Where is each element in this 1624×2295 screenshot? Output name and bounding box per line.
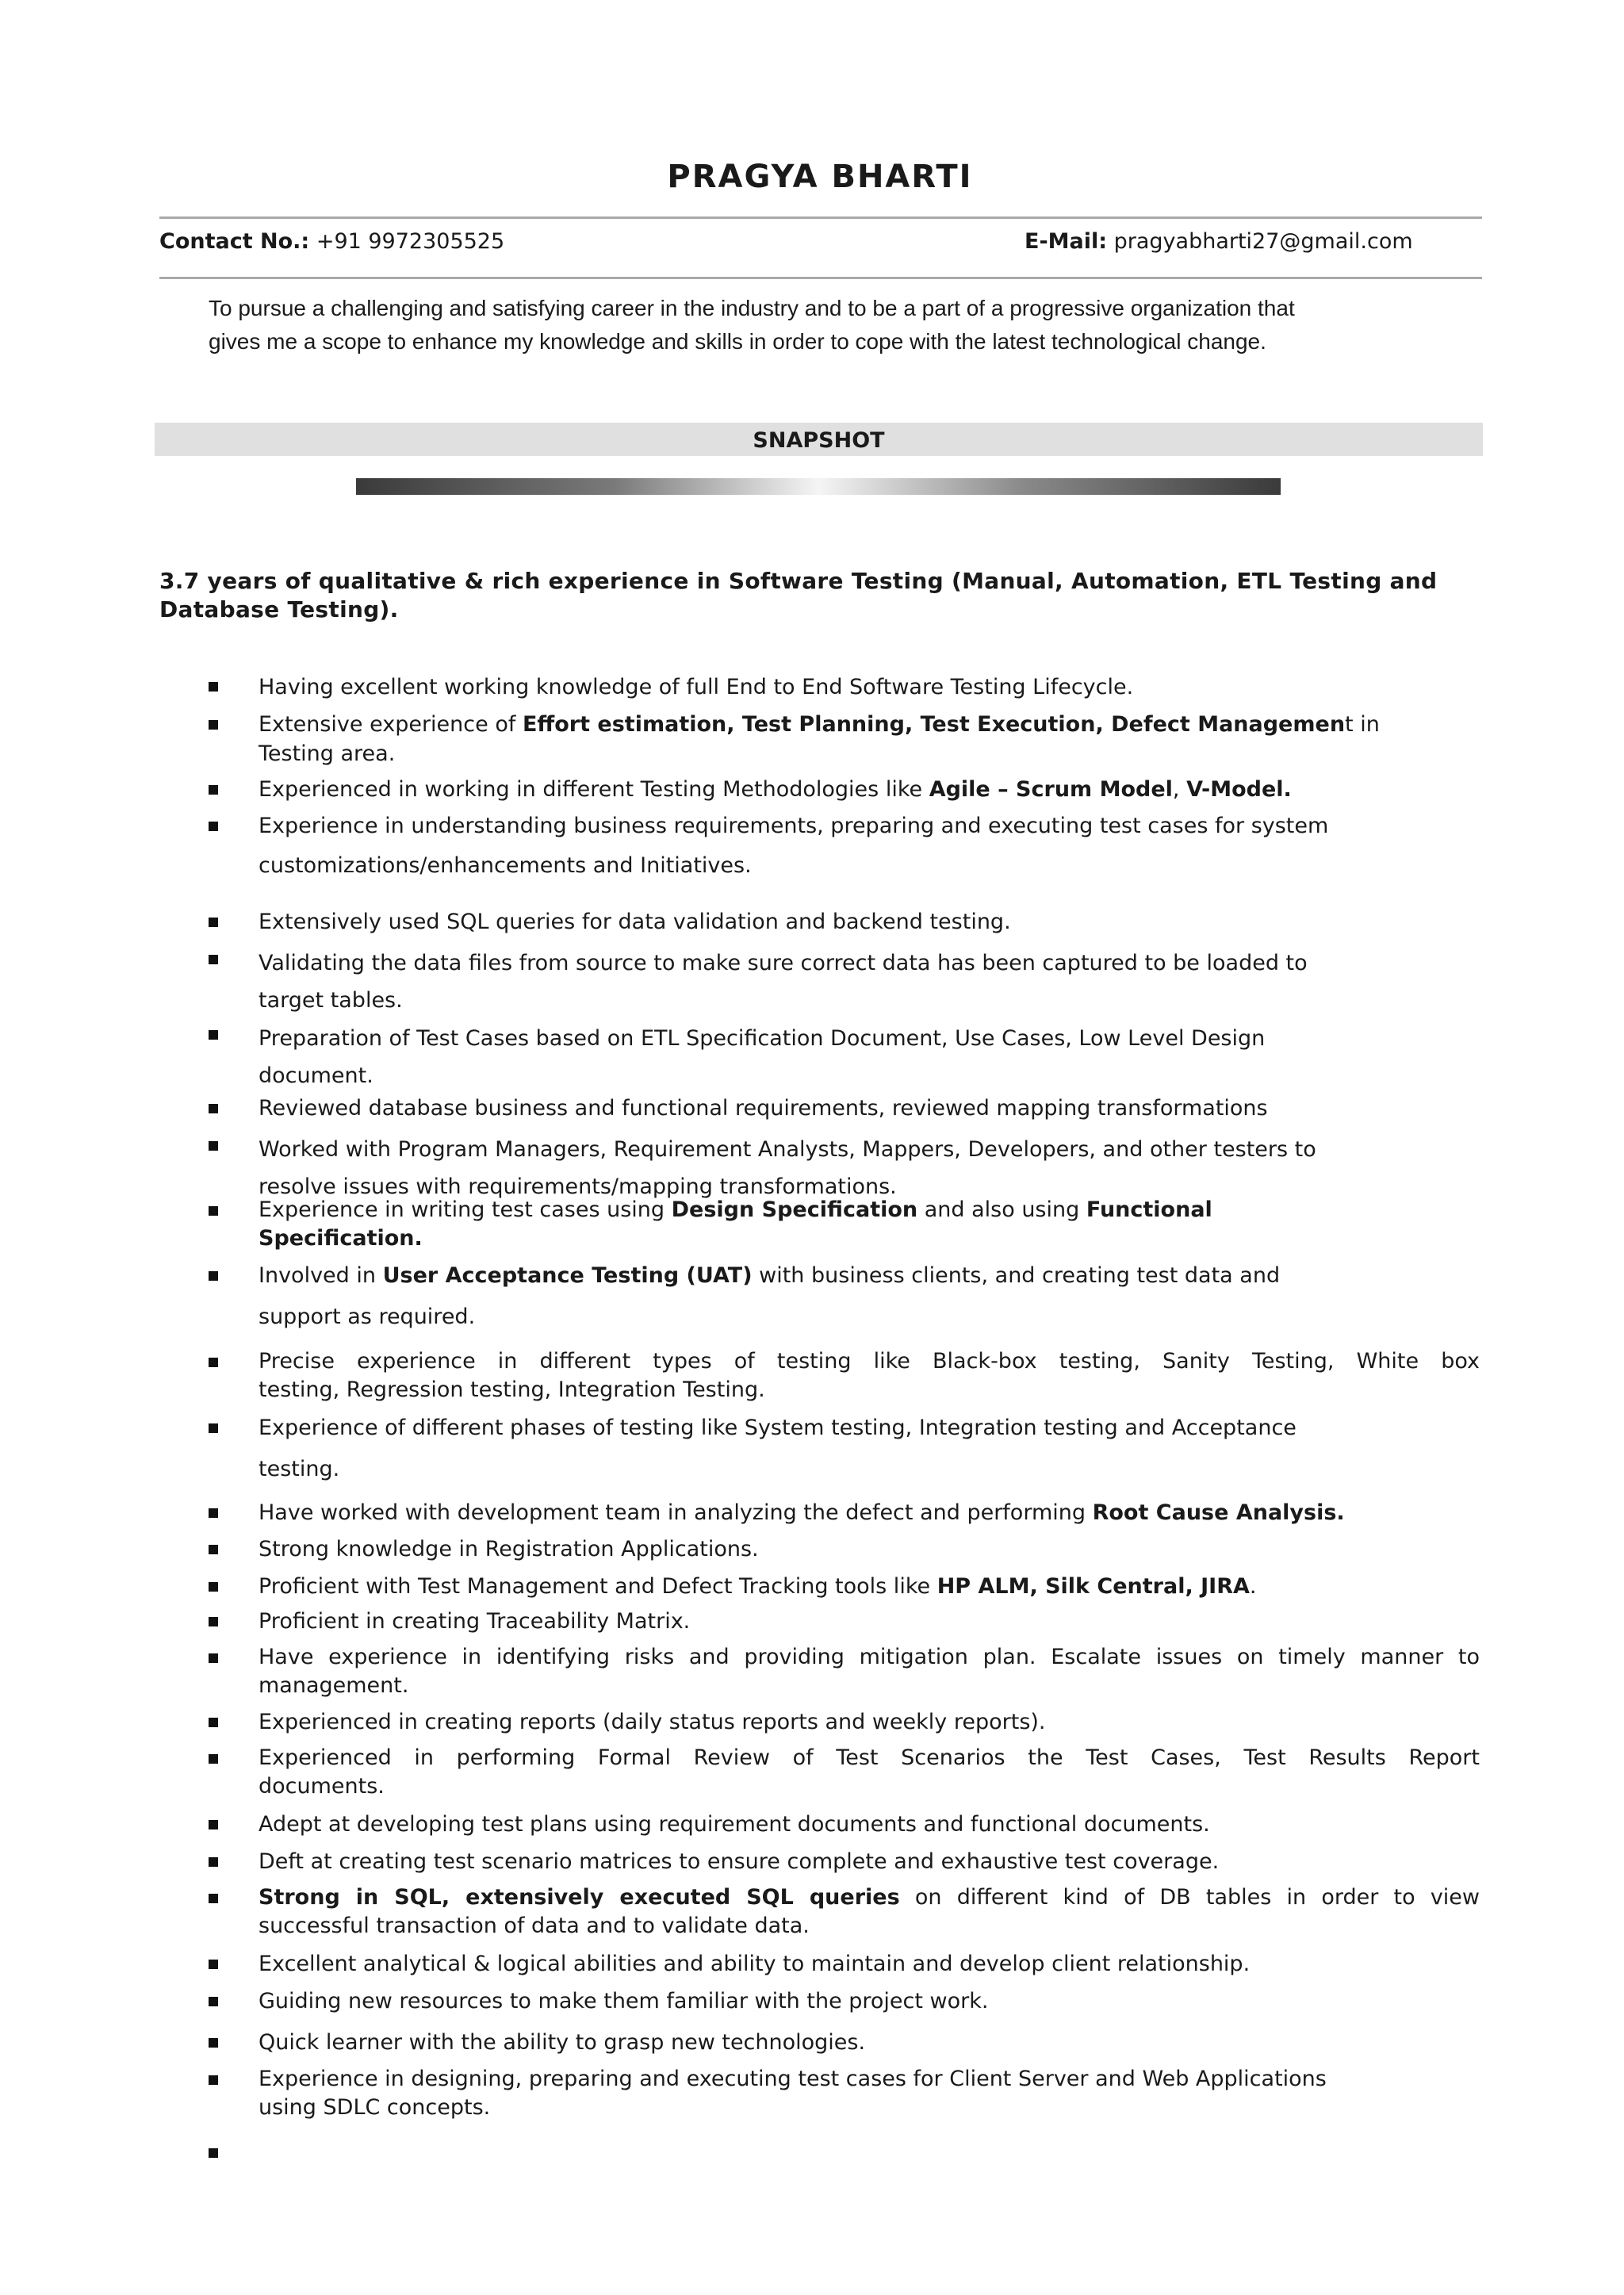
- list-item-text: Worked with Program Managers, Requirement Analysts, Mappers, Developers, and other testers to: [259, 1137, 1316, 1162]
- list-item-text: Excellent analytical & logical abilities and ability to maintain and develop client relationship.: [259, 1952, 1251, 1976]
- bullet-icon: [209, 1271, 218, 1281]
- list-item-emphasis: Design Specification: [671, 1197, 918, 1222]
- contact-value: +91 9972305525: [309, 229, 505, 254]
- bullet-icon: [209, 1960, 218, 1969]
- list-item-text: Proficient with Test Management and Defect Tracking tools like: [259, 1574, 937, 1599]
- list-item-emphasis: Effort estimation, Test Planning, Test Execution, Defect Managemen: [522, 712, 1346, 737]
- bullet-icon: [209, 2075, 218, 2085]
- list-item-text: Experience in writing test cases using: [259, 1197, 672, 1222]
- bullet-icon: [209, 1820, 218, 1829]
- list-item-text: Proficient in creating Traceability Matrix.: [259, 1609, 691, 1634]
- list-item: [259, 1949, 1480, 1979]
- bullet-icon: [209, 720, 218, 730]
- list-item-text: management.: [259, 1673, 409, 1698]
- list-item-emphasis: V-Model.: [1186, 777, 1292, 802]
- list-item-text: Extensive experience of: [259, 712, 523, 737]
- list-item-text: Having excellent working knowledge of full End to End Software Testing Lifecycle.: [259, 675, 1134, 699]
- bullet-icon: [209, 1857, 218, 1867]
- bullet-icon: [209, 1206, 218, 1216]
- list-item-text: Have worked with development team in analyzing the defect and performing: [259, 1500, 1093, 1525]
- list-item-text: Testing area.: [259, 741, 396, 766]
- email-label: E-Mail:: [1025, 229, 1108, 254]
- list-item-text: using SDLC concepts.: [259, 2095, 491, 2120]
- bullet-icon: [209, 955, 218, 964]
- list-item: [259, 1744, 1480, 1801]
- experience-summary: [159, 567, 1484, 624]
- list-item-text: document.: [259, 1063, 373, 1088]
- contact-label: Contact No.:: [159, 229, 310, 254]
- list-item: [259, 1534, 1480, 1564]
- summary-line: Database Testing).: [159, 596, 399, 623]
- list-item-text: Experienced in creating reports (daily status reports and weekly reports).: [259, 1710, 1046, 1734]
- bullet-icon: [209, 1718, 218, 1727]
- list-item: [259, 907, 1480, 937]
- email: [1025, 229, 1413, 254]
- list-item-text: Experience in understanding business requirements, preparing and executing test cases for system: [259, 814, 1329, 838]
- list-item: [259, 1572, 1480, 1601]
- list-item-text: target tables.: [259, 988, 403, 1013]
- list-item: [259, 1131, 1480, 1205]
- list-item: [259, 1883, 1480, 1941]
- list-item-text: Reviewed database business and functional requirements, reviewed mapping transformations: [259, 1096, 1268, 1121]
- candidate-name: PRAGYA BHARTI: [667, 159, 973, 195]
- list-item: [259, 1707, 1480, 1737]
- list-item-text: customizations/enhancements and Initiatives.: [259, 853, 752, 878]
- bullet-icon: [209, 2038, 218, 2048]
- list-item: [259, 1987, 1480, 2016]
- list-item-text: Validating the data files from source to make sure correct data has been captured to be loaded to: [259, 951, 1308, 975]
- bullet-icon: [209, 822, 218, 831]
- list-item: [259, 2028, 1480, 2057]
- bullet-icon: [209, 1894, 218, 1903]
- list-item-emphasis: HP ALM, Silk Central, JIRA: [936, 1574, 1250, 1599]
- list-item-text: t in: [1345, 712, 1380, 737]
- list-item-text: Strong knowledge in Registration Applications.: [259, 1537, 759, 1561]
- bullet-icon: [209, 1617, 218, 1626]
- list-item-emphasis: Functional: [1086, 1197, 1212, 1222]
- list-item-text: Experience in designing, preparing and executing test cases for Client Server and Web Applications: [259, 2067, 1327, 2091]
- email-value: pragyabharti27@gmail.com: [1107, 229, 1413, 254]
- list-item: [259, 1413, 1480, 1484]
- career-objective: [209, 292, 1485, 358]
- list-item: [259, 1261, 1480, 1331]
- list-item: [259, 1094, 1480, 1123]
- list-item: [259, 1196, 1480, 1253]
- list-item-text: Experienced in performing Formal Review of Test Scenarios the Test Cases, Test Results Report: [259, 1745, 1480, 1770]
- bullet-icon: [209, 1141, 218, 1151]
- list-item-emphasis: Specification.: [259, 1226, 423, 1251]
- contact-number: [159, 229, 504, 254]
- bullet-icon: [209, 682, 218, 692]
- list-item: [259, 1607, 1480, 1636]
- list-item: [259, 672, 1480, 702]
- bullet-icon: [209, 1653, 218, 1663]
- list-item-text: Experienced in working in different Testing Methodologies like: [259, 777, 929, 802]
- list-item: [259, 710, 1480, 768]
- list-item: [259, 1020, 1480, 1094]
- list-item: [259, 1347, 1480, 1404]
- header-divider-top: [159, 216, 1482, 219]
- list-item-text: documents.: [259, 1774, 385, 1799]
- list-item-text: successful transaction of data and to validate data.: [259, 1914, 810, 1938]
- bullet-icon: [209, 918, 218, 927]
- list-item-text: with business clients, and creating test data and: [752, 1263, 1281, 1288]
- list-item-emphasis: Agile – Scrum Model: [929, 777, 1173, 802]
- header-divider-bottom: [159, 277, 1482, 279]
- list-item-text: testing.: [259, 1457, 340, 1481]
- bullet-icon: [209, 1104, 218, 1113]
- list-item-text: on different kind of DB tables in order to view: [899, 1885, 1480, 1910]
- list-item-emphasis: Strong in SQL, extensively executed SQL queries: [259, 1885, 900, 1910]
- gradient-divider: [356, 478, 1281, 495]
- list-item-text: testing, Regression testing, Integration Testing.: [259, 1377, 765, 1402]
- list-item: [259, 2065, 1480, 2122]
- list-item-text: .: [1249, 1574, 1257, 1599]
- list-item-text: Involved in: [259, 1263, 383, 1288]
- list-item-text: Experience of different phases of testing like System testing, Integration testing and Acceptance: [259, 1416, 1297, 1440]
- list-item-text: Have experience in identifying risks and providing mitigation plan. Escalate issues on timely manner to: [259, 1645, 1480, 1669]
- bullet-icon: [209, 1358, 218, 1367]
- list-item-text: Guiding new resources to make them familiar with the project work.: [259, 1989, 989, 2013]
- list-item-emphasis: Root Cause Analysis.: [1092, 1500, 1345, 1525]
- list-item: [259, 1498, 1480, 1527]
- list-item: [259, 1643, 1480, 1700]
- list-item: [259, 1847, 1480, 1876]
- list-item-text: Extensively used SQL queries for data validation and backend testing.: [259, 910, 1011, 934]
- section-title-snapshot: SNAPSHOT: [753, 428, 885, 453]
- objective-line: gives me a scope to enhance my knowledge and skills in order to cope with the latest technological change.: [209, 329, 1266, 354]
- list-item-text: Adept at developing test plans using requirement documents and functional documents.: [259, 1812, 1210, 1837]
- list-item-text: Precise experience in different types of testing like Black-box testing, Sanity Testing, White box: [259, 1349, 1480, 1374]
- list-item: [259, 944, 1480, 1019]
- list-item-emphasis: User Acceptance Testing (UAT): [382, 1263, 753, 1288]
- bullet-icon: [209, 1508, 218, 1518]
- bullet-icon: [209, 1423, 218, 1433]
- list-item: [259, 811, 1480, 880]
- list-item-text: ,: [1172, 777, 1187, 802]
- bullet-icon: [209, 1997, 218, 2006]
- bullet-icon: [209, 1582, 218, 1592]
- bullet-icon: [209, 785, 218, 795]
- bullet-icon: [209, 1030, 218, 1040]
- bullet-icon: [209, 2148, 218, 2158]
- summary-line: 3.7 years of qualitative & rich experience in Software Testing (Manual, Automation, ETL Testing and: [159, 568, 1438, 594]
- list-item: [259, 1810, 1480, 1839]
- list-item-text: support as required.: [259, 1305, 476, 1329]
- bullet-icon: [209, 1754, 218, 1764]
- objective-line: To pursue a challenging and satisfying career in the industry and to be a part of a progressive organization that: [209, 296, 1295, 320]
- list-item-text: resolve issues with requirements/mapping transformations.: [259, 1174, 897, 1199]
- bullet-icon: [209, 1545, 218, 1554]
- list-item: [259, 775, 1480, 804]
- list-item-text: Preparation of Test Cases based on ETL Specification Document, Use Cases, Low Level Design: [259, 1026, 1266, 1051]
- list-item-text: Deft at creating test scenario matrices to ensure complete and exhaustive test coverage.: [259, 1849, 1220, 1874]
- list-item-text: and also using: [917, 1197, 1086, 1222]
- list-item-text: Quick learner with the ability to grasp new technologies.: [259, 2030, 866, 2055]
